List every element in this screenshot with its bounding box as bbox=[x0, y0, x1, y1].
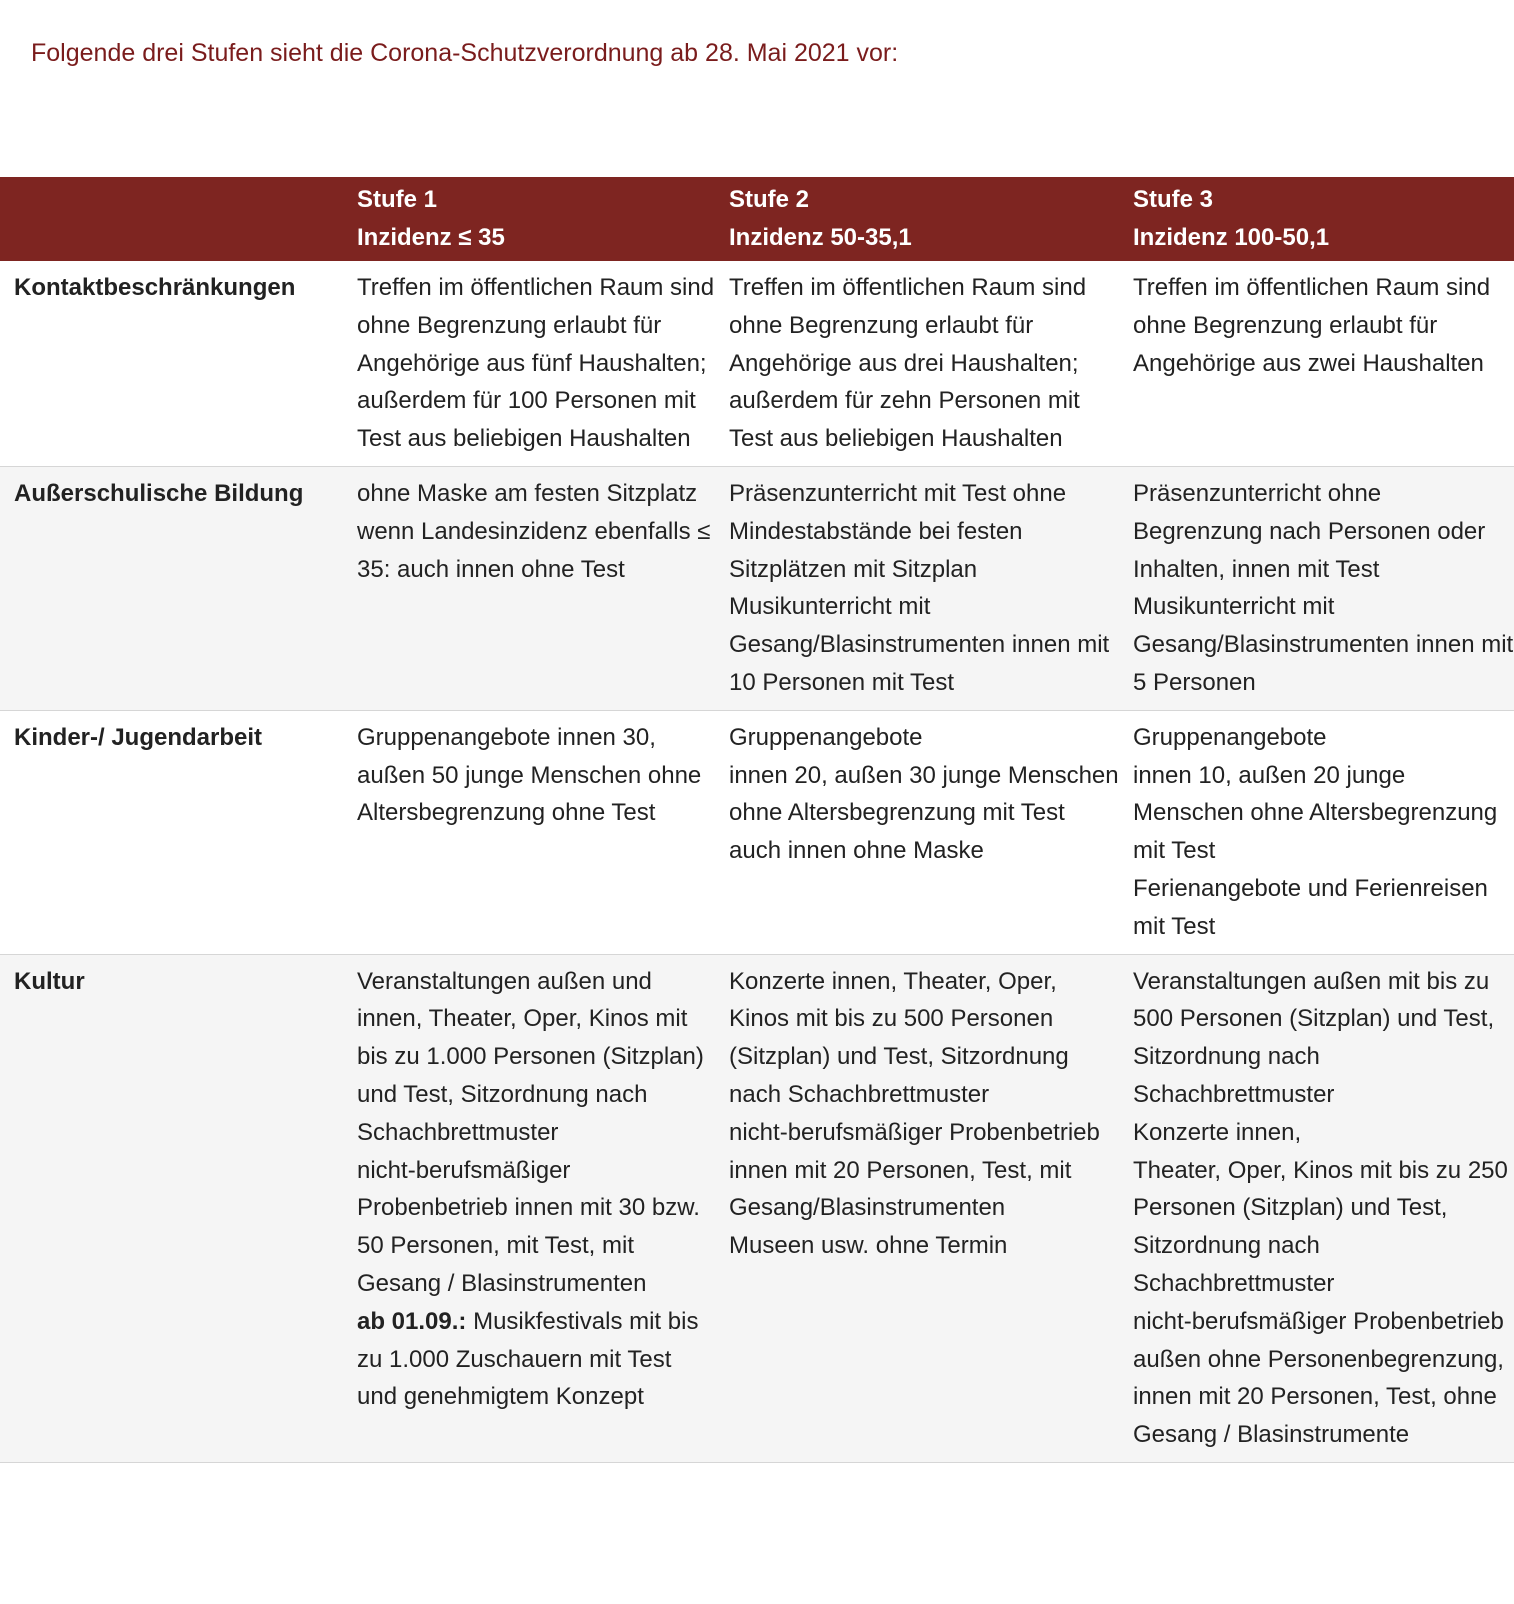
cell-stufe-1: Veranstaltungen außen und innen, Theater, Oper, Kinos mit bis zu 1.000 Personen (Sitzplan) und Test, Sitzordnung nach Schachbrettmuster nicht-berufsmäßiger Probenbetrieb innen mit 30 bzw. 50 Personen, mit Test, mit Gesang / Blasinstrumenten ab 01.09.: Musikfestivals mit bis zu 1.000 Zuschauern mit Test und genehmigtem Konzept bbox=[343, 954, 715, 1462]
stufen-table bbox=[0, 177, 1514, 1463]
header-cell-stufe-3 bbox=[1119, 177, 1514, 261]
table-header-row bbox=[0, 177, 1514, 261]
intro-text: Folgende drei Stufen sieht die Corona-Schutzverordnung ab 28. Mai 2021 vor: bbox=[31, 39, 899, 67]
header-cell-stufe-1 bbox=[343, 177, 715, 261]
header-cell-empty bbox=[0, 177, 343, 261]
header-stufe-1-inzidenz: Inzidenz ≤ 35 bbox=[357, 224, 505, 251]
cell-stufe-1: Gruppenangebote innen 30, außen 50 junge Menschen ohne Altersbegrenzung ohne Test bbox=[343, 710, 715, 954]
cell-stufe-3: Präsenzunterricht ohne Begrenzung nach Personen oder Inhalten, innen mit Test Musikunterricht mit Gesang/Blasinstrumenten innen mit 5 Personen bbox=[1119, 466, 1514, 710]
cell-stufe-3: Gruppenangebote innen 10, außen 20 junge Menschen ohne Altersbegrenzung mit Test Ferienangebote und Ferienreisen mit Test bbox=[1119, 710, 1514, 954]
row-label: Kinder-/ Jugendarbeit bbox=[0, 710, 343, 954]
row-label: Außerschulische Bildung bbox=[0, 466, 343, 710]
table-row bbox=[0, 261, 1514, 466]
cell-stufe-3: Treffen im öffentlichen Raum sind ohne Begrenzung erlaubt für Angehörige aus zwei Haushalten bbox=[1119, 261, 1514, 466]
header-stufe-2-title: Stufe 2 bbox=[729, 186, 810, 213]
row-label: Kontaktbeschränkungen bbox=[0, 261, 343, 466]
cell-stufe-1: ohne Maske am festen Sitzplatz wenn Landesinzidenz ebenfalls ≤ 35: auch innen ohne Test bbox=[343, 466, 715, 710]
date-highlight: ab 01.09.: bbox=[357, 1307, 467, 1335]
cell-stufe-2: Konzerte innen, Theater, Oper, Kinos mit bis zu 500 Personen (Sitzplan) und Test, Sitzordnung nach Schachbrettmuster nicht-berufsmäßiger Probenbetrieb innen mit 20 Personen, Test, mit Gesang/Blasinstrumenten Museen usw. ohne Termin bbox=[715, 954, 1119, 1462]
table-row bbox=[0, 710, 1514, 954]
cell-stufe-2: Treffen im öffentlichen Raum sind ohne Begrenzung erlaubt für Angehörige aus drei Haushalten; außerdem für zehn Personen mit Test aus beliebigen Haushalten bbox=[715, 261, 1119, 466]
header-cell-stufe-2 bbox=[715, 177, 1119, 261]
header-stufe-3-inzidenz: Inzidenz 100-50,1 bbox=[1133, 224, 1330, 251]
table-row bbox=[0, 466, 1514, 710]
cell-stufe-2: Präsenzunterricht mit Test ohne Mindestabstände bei festen Sitzplätzen mit Sitzplan Musikunterricht mit Gesang/Blasinstrumenten innen mit 10 Personen mit Test bbox=[715, 466, 1119, 710]
cell-stufe-3: Veranstaltungen außen mit bis zu 500 Personen (Sitzplan) und Test, Sitzordnung nach Schachbrettmuster Konzerte innen, Theater, Oper, Kinos mit bis zu 250 Personen (Sitzplan) und Test, Sitzordnung nach Schachbrettmuster nicht-berufsmäßiger Probenbetrieb außen ohne Personenbegrenzung, innen mit 20 Personen, Test, ohne Gesang / Blasinstrumente bbox=[1119, 954, 1514, 1462]
row-label: Kultur bbox=[0, 954, 343, 1462]
header-stufe-1-title: Stufe 1 bbox=[357, 186, 438, 213]
header-stufe-3-title: Stufe 3 bbox=[1133, 186, 1214, 213]
cell-stufe-1: Treffen im öffentlichen Raum sind ohne Begrenzung erlaubt für Angehörige aus fünf Haushalten; außerdem für 100 Personen mit Test aus beliebigen Haushalten bbox=[343, 261, 715, 466]
header-stufe-2-inzidenz: Inzidenz 50-35,1 bbox=[729, 224, 912, 251]
table-row bbox=[0, 954, 1514, 1462]
cell-stufe-2: Gruppenangebote innen 20, außen 30 junge Menschen ohne Altersbegrenzung mit Test auch innen ohne Maske bbox=[715, 710, 1119, 954]
